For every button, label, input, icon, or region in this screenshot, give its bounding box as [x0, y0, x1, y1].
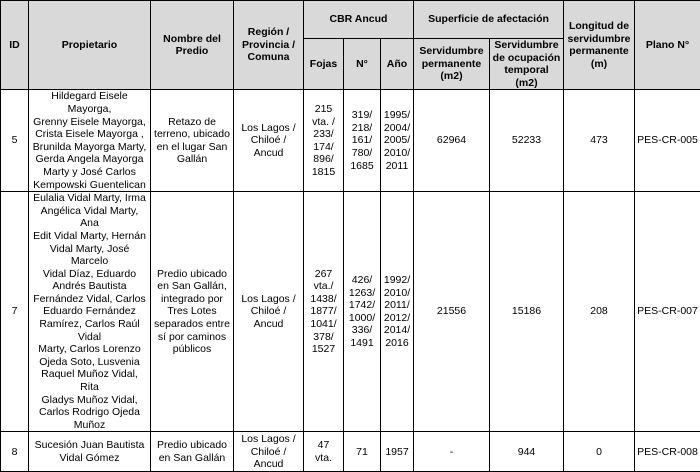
header-plano: Plano N°	[635, 1, 700, 90]
cell-temp: 15186	[490, 192, 564, 432]
table-row	[1, 90, 700, 192]
header-numero: N°	[344, 39, 381, 90]
header-perm: Servidumbre permanente (m2)	[414, 39, 490, 90]
cell-perm: 62964	[414, 90, 490, 192]
cell-region: Los Lagos / Chiloé / Ancud	[234, 192, 304, 432]
cell-property: Predio ubicado en San Gallán, integrado por Tres Lotes separados entre sí por caminos públicos	[151, 192, 234, 432]
cell-plano: PES-CR-007	[635, 192, 700, 432]
cell-perm: -	[414, 432, 490, 472]
cell-id: 7	[1, 192, 29, 432]
cell-numero: 319/ 218/ 161/ 780/ 1685	[344, 90, 381, 192]
header-fojas: Fojas	[304, 39, 344, 90]
cell-length: 208	[564, 192, 635, 432]
header-region: Región / Provincia / Comuna	[234, 1, 304, 90]
cell-region: Los Lagos / Chiloé / Ancud	[234, 90, 304, 192]
cell-id: 5	[1, 90, 29, 192]
cell-temp: 944	[490, 432, 564, 472]
cell-anio: 1992/ 2010/ 2011/ 2012/ 2014/ 2016	[381, 192, 414, 432]
cell-fojas: 47 vta.	[304, 432, 344, 472]
table-row	[1, 192, 700, 432]
header-anio: Año	[381, 39, 414, 90]
cell-perm: 21556	[414, 192, 490, 432]
cell-plano: PES-CR-008	[635, 432, 700, 472]
cell-temp: 52233	[490, 90, 564, 192]
header-surface: Superficie de afectación	[414, 1, 564, 39]
header-owner: Propietario	[29, 1, 151, 90]
cell-anio: 1957	[381, 432, 414, 472]
cell-owner: Eulalia Vidal Marty, Irma Angélica Vidal Marty, Ana Edit Vidal Marty, Hernán Vidal Marty, José Marcelo Vidal Díaz, Eduardo Andrés Bautista Fernández Vidal, Carlos Eduardo Fernández Ramírez, Carlos Raúl Vidal Marty, Carlos Lorenzo Ojeda Soto, Lusvenia Raquel Muñoz Vidal, Rita Gladys Muñoz Vidal, Carlos Rodrigo Ojeda Muñoz	[29, 192, 151, 432]
cell-property: Predio ubicado en San Gallán	[151, 432, 234, 472]
cell-region: Los Lagos / Chiloé / Ancud	[234, 432, 304, 472]
header-id: ID	[1, 1, 29, 90]
cell-owner: Hildegard Eisele Mayorga, Grenny Eisele Mayorga, Crista Eisele Mayorga , Brunilda Mayorga Marty, Gerda Angela Mayorga Marty y José Carlos Kempowski Guentelican	[29, 90, 151, 192]
cell-plano: PES-CR-005	[635, 90, 700, 192]
table-row	[1, 432, 700, 472]
cell-length: 0	[564, 432, 635, 472]
cell-fojas: 267 vta./ 1438/ 1877/ 1041/ 378/ 1527	[304, 192, 344, 432]
cell-property: Retazo de terreno, ubicado en el lugar San Gallán	[151, 90, 234, 192]
cell-numero: 426/ 1263/ 1742/ 1000/ 336/ 1491	[344, 192, 381, 432]
header-property-name: Nombre del Predio	[151, 1, 234, 90]
header-length: Longitud de servidumbre permanente (m)	[564, 1, 635, 90]
header-cbr: CBR Ancud	[304, 1, 414, 39]
cell-fojas: 215 vta. / 233/ 174/ 896/ 1815	[304, 90, 344, 192]
cell-numero: 71	[344, 432, 381, 472]
cell-owner: Sucesión Juan Bautista Vidal Gómez	[29, 432, 151, 472]
header-row	[1, 1, 700, 39]
header-temp: Servidumbre de ocupación temporal (m2)	[490, 39, 564, 90]
cell-length: 473	[564, 90, 635, 192]
cell-id: 8	[1, 432, 29, 472]
cell-anio: 1995/ 2004/ 2005/ 2010/ 2011	[381, 90, 414, 192]
